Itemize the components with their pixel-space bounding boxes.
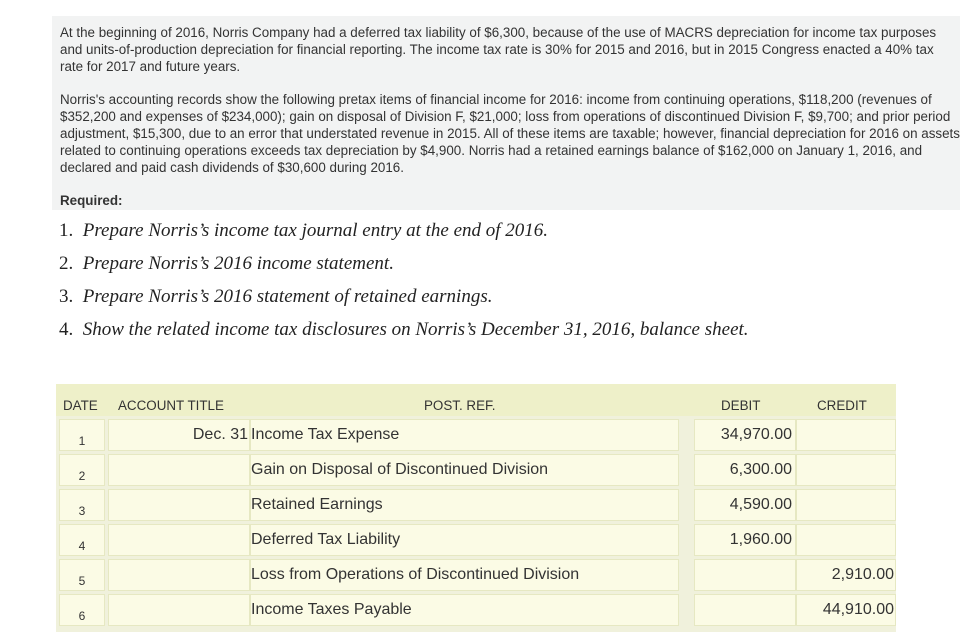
required-label: Required: (60, 193, 123, 208)
row-number: 4 (78, 539, 86, 553)
header-debit: DEBIT (721, 398, 761, 413)
step-text: Prepare Norris’s 2016 income statement. (82, 253, 394, 274)
row-debit: 1,960.00 (729, 531, 792, 548)
post-ref-cell (679, 419, 691, 451)
debit-input[interactable] (694, 594, 796, 626)
table-row (56, 591, 896, 626)
row-debit: 6,300.00 (729, 461, 792, 478)
header-credit: CREDIT (817, 398, 867, 413)
table-row (56, 521, 896, 556)
row-account: Retained Earnings (251, 496, 383, 513)
row-account: Loss from Operations of Discontinued Division (251, 566, 580, 583)
date-input[interactable] (108, 559, 250, 591)
header-post-ref: POST. REF. (424, 398, 496, 413)
row-account: Income Taxes Payable (251, 601, 412, 618)
post-ref-cell (679, 559, 691, 591)
row-number: 1 (78, 434, 86, 448)
step-number: 3. (59, 286, 74, 307)
journal-entry-table (56, 384, 896, 632)
table-row (56, 486, 896, 521)
table-row (56, 556, 896, 591)
step-text: Prepare Norris’s 2016 statement of retained earnings. (82, 286, 493, 307)
post-ref-cell (679, 524, 691, 556)
row-number: 2 (78, 469, 86, 483)
credit-input[interactable] (796, 524, 896, 556)
row-credit: 44,910.00 (822, 601, 894, 618)
row-number: 5 (78, 574, 86, 588)
row-debit: 4,590.00 (729, 496, 792, 513)
table-row (56, 416, 896, 451)
row-date: Dec. 31 (192, 426, 248, 443)
journal-header (56, 384, 896, 416)
required-steps (59, 216, 959, 348)
credit-input[interactable] (796, 419, 896, 451)
row-credit: 2,910.00 (831, 566, 894, 583)
row-account: Deferred Tax Liability (251, 531, 401, 548)
post-ref-cell (679, 454, 691, 486)
step-item (59, 282, 959, 315)
step-text: Prepare Norris’s income tax journal entry at the end of 2016. (82, 220, 549, 241)
row-account: Income Tax Expense (251, 426, 400, 443)
step-item (59, 216, 959, 249)
credit-input[interactable] (796, 489, 896, 521)
header-date: DATE (63, 398, 98, 413)
step-item (59, 249, 959, 282)
date-input[interactable] (108, 594, 250, 626)
date-input[interactable] (108, 524, 250, 556)
step-number: 4. (59, 319, 74, 340)
step-number: 2. (59, 253, 74, 274)
date-input[interactable] (108, 489, 250, 521)
problem-statement (52, 16, 960, 210)
row-number: 6 (78, 609, 86, 623)
step-item (59, 315, 959, 348)
problem-paragraph-2: Norris's accounting records show the following pretax items of financial income for 2016: income from continuing operations, $118,200 (revenues of $352,200 and expenses of $234,000); gain on disposal of Division F, $21,000; loss from operations of discontinued Division F, $9,700; and prior period adjustment, $15,300, due to an error that understated revenue in 2015. All of these items are taxable; however, financial depreciation for 2016 on assets related to continuing operations exceeds tax depreciation by $4,900. Norris had a retained earnings balance of $162,000 on January 1, 2016, and declared and paid cash dividends of $30,600 during 2016. (60, 92, 960, 175)
debit-input[interactable] (694, 559, 796, 591)
credit-input[interactable] (796, 454, 896, 486)
row-account: Gain on Disposal of Discontinued Division (251, 461, 549, 478)
table-row (56, 451, 896, 486)
row-number: 3 (78, 504, 86, 518)
post-ref-cell (679, 594, 691, 626)
post-ref-cell (679, 489, 691, 521)
step-number: 1. (59, 220, 74, 241)
date-input[interactable] (108, 454, 250, 486)
step-text: Show the related income tax disclosures on Norris’s December 31, 2016, balance sheet. (82, 319, 749, 340)
row-debit: 34,970.00 (720, 426, 792, 443)
problem-paragraph-1: At the beginning of 2016, Norris Company had a deferred tax liability of $6,300, because of the use of MACRS depreciation for income tax purposes and units-of-production depreciation for financial reporting. The income tax rate is 30% for 2015 and 2016, but in 2015 Congress enacted a 40% tax rate for 2017 and future years. (60, 25, 937, 74)
header-account-title: ACCOUNT TITLE (118, 398, 224, 413)
